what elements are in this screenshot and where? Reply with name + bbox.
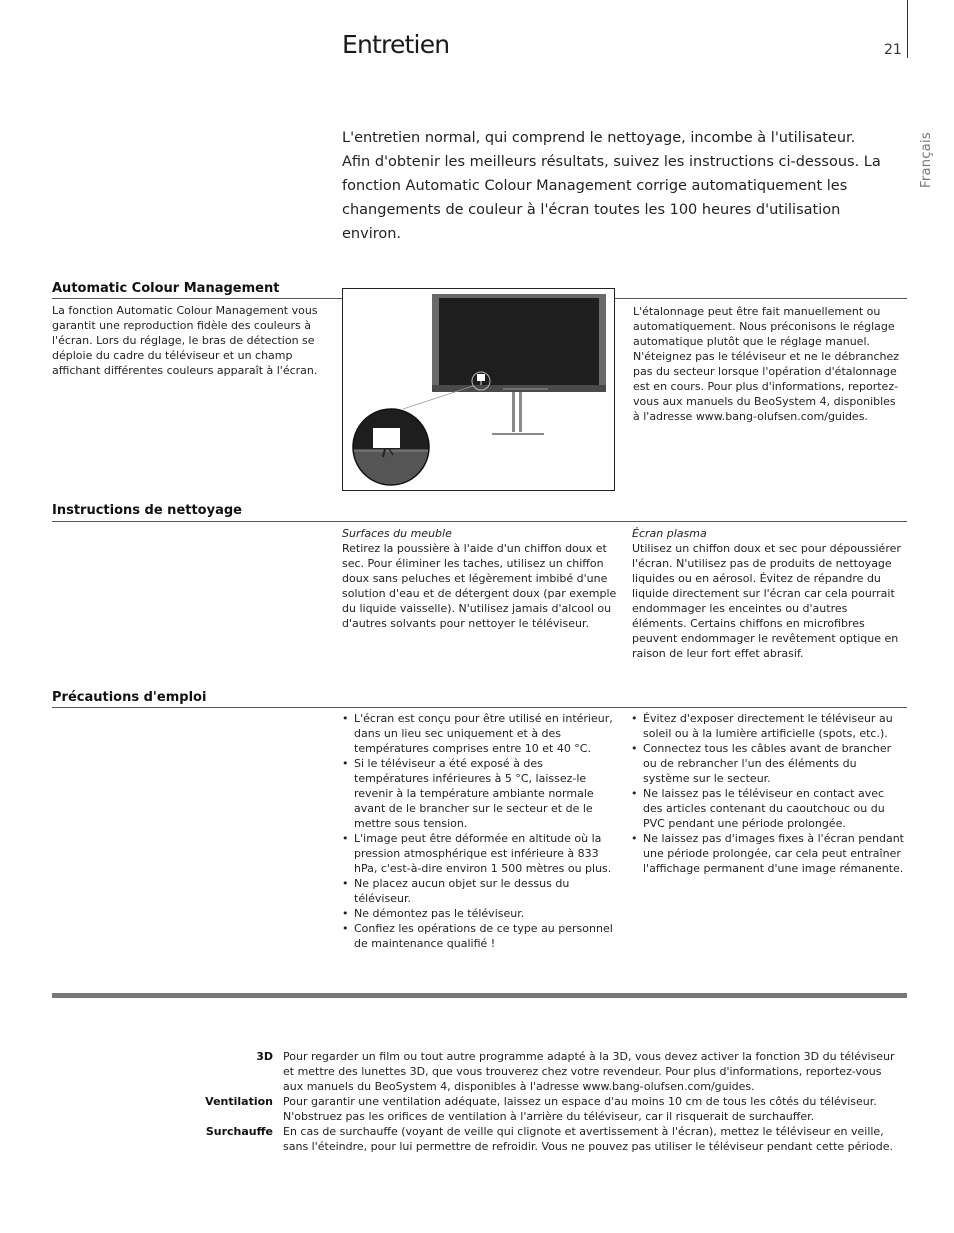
list-item: • L'écran est conçu pour être utilisé en intérieur, dans un lieu sec uniquement et à des températures comprises entre 10 et 40 °C. <box>342 711 620 756</box>
note-text: En cas de surchauffe (voyant de veille qui clignote et avertissement à l'écran), mettez le téléviseur en veille, sans l'éteindre, pour lui permettre de refroidir. Vous ne pouvez pas utiliser le téléviseur pendant cette période. <box>283 1125 893 1153</box>
intro-paragraph: L'entretien normal, qui comprend le nettoyage, incombe à l'utilisateur. Afin d'obtenir les meilleurs résultats, suivez les instructions ci-dessous. La fonction Automatic Colour Management corrige automatiquement les changements de couleur à l'écran toutes les 100 heures d'utilisation environ. <box>342 130 881 242</box>
list-item: • Ne démontez pas le téléviseur. <box>342 906 620 921</box>
furniture-heading: Surfaces du meuble <box>342 527 452 540</box>
note-text: Pour garantir une ventilation adéquate, laissez un espace d'au moins 10 cm de tous les côtés du téléviseur. N'obstruez pas les orifices de ventilation à l'arrière du téléviseur, car il risquerait de surchauffer. <box>283 1095 877 1123</box>
plasma-text: Utilisez un chiffon doux et sec pour dépoussiérer l'écran. N'utilisez pas de produits de nettoyage liquides ou en aérosol. Évitez de répandre du liquide directement sur l'écran car cela pourrait endommager les enceintes ou d'autres éléments. Certains chiffons en microfibres peuvent endommager le revêtement optique en raison de leur fort effet abrasif. <box>632 542 901 660</box>
notes-block <box>100 1049 900 1154</box>
acm-left-text: La fonction Automatic Colour Management vous garantit une reproduction fidèle des couleurs à l'écran. Lors du réglage, le bras de détection se déploie du cadre du téléviseur et un champ affichant différentes couleurs apparaît à l'écran. <box>52 304 318 377</box>
acm-section-title: Automatic Colour Management <box>52 281 280 296</box>
plasma-heading: Écran plasma <box>632 527 707 540</box>
note-label: Ventilation <box>205 1095 273 1108</box>
magnified-sensor-view <box>351 407 433 490</box>
list-item: • Évitez d'exposer directement le téléviseur au soleil ou à la lumière artificielle (spots, etc.). <box>631 711 905 741</box>
tv-calibration-illustration <box>343 289 614 490</box>
note-label: Surchauffe <box>205 1125 273 1138</box>
section-separator <box>52 993 907 998</box>
precautions-right-list <box>631 711 905 876</box>
precautions-left-list <box>342 711 620 951</box>
cleaning-section-rule <box>52 521 907 522</box>
note-label: 3D <box>256 1050 273 1063</box>
list-item: • Si le téléviseur a été exposé à des températures inférieures à 5 °C, laissez-le revenir à la température ambiante normale avant de le brancher sur le secteur et de le mettre sous tension. <box>342 756 620 831</box>
tv-stand-right <box>519 392 522 432</box>
cleaning-section-title: Instructions de nettoyage <box>52 503 242 518</box>
list-item: • Ne laissez pas le téléviseur en contact avec des articles contenant du caoutchouc ou du PVC pendant une période prolongée. <box>631 786 905 831</box>
list-item: • Confiez les opérations de ce type au personnel de maintenance qualifié ! <box>342 921 620 951</box>
page-number: 21 <box>884 42 902 58</box>
note-3d <box>100 1049 900 1094</box>
sensor-field <box>477 374 485 381</box>
list-item: • L'image peut être déformée en altitude où la pression atmosphérique est inférieure à 833 hPa, c'est-à-dire environ 1 500 mètres ou plus. <box>342 831 620 876</box>
tv-screen <box>439 298 599 385</box>
page-title: Entretien <box>342 30 450 59</box>
header-vertical-rule <box>907 0 908 58</box>
note-text: Pour regarder un film ou tout autre programme adapté à la 3D, vous devez activer la fonction 3D du téléviseur et mettre des lunettes 3D, que vous trouverez chez votre revendeur. Pour plus d'informations, reportez-vous aux manuels du BeoSystem 4, disponibles à l'adresse www.bang-olufsen.com/guides. <box>283 1050 895 1093</box>
tv-illustration <box>342 288 615 491</box>
language-tab: Français <box>919 132 934 188</box>
furniture-text: Retirez la poussière à l'aide d'un chiffon doux et sec. Pour éliminer les taches, utilisez un chiffon doux sans peluches et légèrement imbibé d'une solution d'eau et de détergent doux (par exemple du liquide vaisselle). N'utilisez jamais d'alcool ou d'autres solvants pour nettoyer le téléviseur. <box>342 542 617 630</box>
note-ventilation <box>100 1094 900 1124</box>
list-item: • Connectez tous les câbles avant de brancher ou de rebrancher l'un des éléments du système sur le secteur. <box>631 741 905 786</box>
acm-right-text: L'étalonnage peut être fait manuellement ou automatiquement. Nous préconisons le réglage automatique plutôt que le réglage manuel. N'éteignez pas le téléviseur et ne le débranchez pas du secteur lorsque l'opération d'étalonnage est en cours. Pour plus d'informations, reportez-vous aux manuels du BeoSystem 4, disponibles à l'adresse www.bang-olufsen.com/guides. <box>633 305 900 423</box>
note-overheating <box>100 1124 900 1154</box>
tv-stand-left <box>512 392 515 432</box>
list-item: • Ne laissez pas d'images fixes à l'écran pendant une période prolongée, car cela peut entraîner l'affichage permanent d'une image rémanente. <box>631 831 905 876</box>
precautions-section-rule <box>52 707 907 708</box>
list-item: • Ne placez aucun objet sur le dessus du téléviseur. <box>342 876 620 906</box>
precautions-section-title: Précautions d'emploi <box>52 690 207 705</box>
